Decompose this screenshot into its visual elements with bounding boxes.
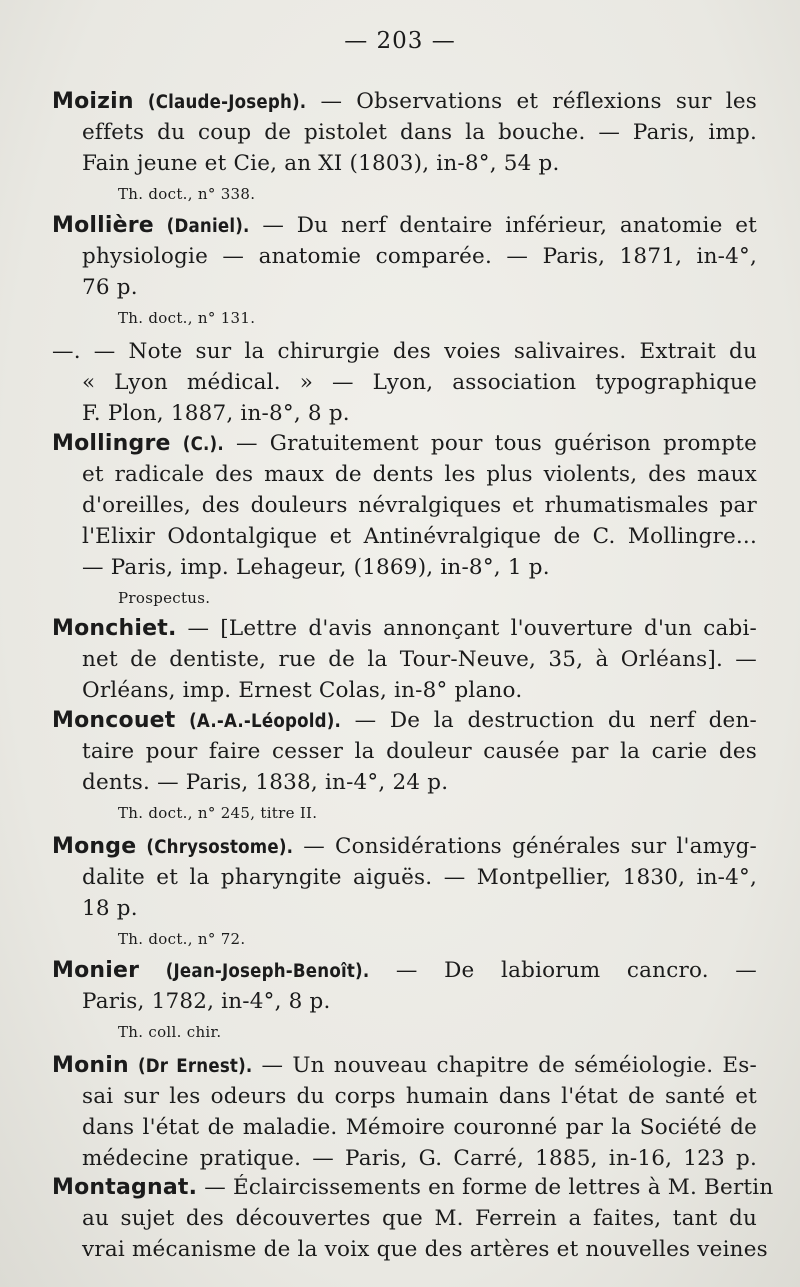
entry-line: Orléans, imp. Ernest Colas, in-8° plano.	[82, 678, 523, 703]
bibliography-entry	[52, 428, 757, 613]
bibliography-entry	[52, 1172, 774, 1265]
entry-first-line	[52, 831, 757, 862]
entry-surname: Moizin	[52, 89, 134, 114]
entry-note: Th. coll. chir.	[118, 1023, 222, 1041]
entry-surname: Mollingre	[52, 431, 171, 456]
bibliography-entry	[52, 86, 757, 209]
entry-line: 18 p.	[82, 896, 138, 921]
entry-text: — Considérations générales sur l'amyg-	[293, 834, 757, 859]
entry-first-line	[52, 336, 757, 367]
entry-line: Paris, 1782, in-4°, 8 p.	[82, 989, 331, 1014]
entry-surname: Monin	[52, 1053, 129, 1078]
entry-first-line	[52, 1172, 774, 1203]
entry-line: Fain jeune et Cie, an XI (1803), in-8°, 54 p.	[82, 151, 560, 176]
entry-first-line	[52, 955, 757, 986]
entry-surname: Mollière	[52, 213, 154, 238]
entry-line: 76 p.	[82, 275, 138, 300]
entry-text: — Un nouveau chapitre de séméiologie. Es-	[252, 1053, 757, 1078]
entry-line: — Paris, imp. Lehageur, (1869), in-8°, 1 p.	[82, 555, 550, 580]
entry-note: Th. doct., n° 72.	[118, 930, 246, 948]
bibliography-entry	[52, 955, 757, 1047]
bibliography-entry	[52, 1050, 757, 1174]
entry-surname: Montagnat.	[52, 1175, 198, 1200]
entry-line: net de dentiste, rue de la Tour-Neuve, 35, à Orléans]. —	[82, 647, 757, 672]
entry-text: — Éclaircissements en forme de lettres à M. Bertin	[197, 1175, 774, 1200]
entry-text: — Du nerf dentaire inférieur, anatomie et	[249, 213, 757, 238]
entry-given-name: (Jean-Joseph-Benoît).	[165, 961, 370, 982]
entry-line: « Lyon médical. » — Lyon, association typographique	[82, 370, 757, 395]
entry-first-line	[52, 705, 757, 736]
entry-line: taire pour faire cesser la douleur causée par la carie des	[82, 739, 757, 764]
entry-surname: —.	[52, 339, 81, 364]
entry-given-name: (Chrysostome).	[146, 837, 294, 858]
entry-surname: Moncouet	[52, 708, 176, 733]
entry-text: — [Lettre d'avis annonçant l'ouverture d'un cabi-	[176, 616, 757, 641]
entry-text: — De labiorum cancro. —	[369, 958, 757, 983]
entry-given-name: (Claude-Joseph).	[147, 92, 307, 113]
entry-note: Th. doct., n° 245, titre II.	[118, 804, 318, 822]
bibliography-entry	[52, 705, 757, 828]
entry-line: l'Elixir Odontalgique et Antinévralgique de C. Mollingre...	[82, 524, 757, 549]
entry-line: au sujet des découvertes que M. Ferrein a faites, tant du	[82, 1206, 757, 1231]
entry-given-name: (Daniel).	[166, 216, 250, 237]
entry-first-line	[52, 86, 757, 117]
entry-surname: Monier	[52, 958, 140, 983]
entry-line: dans l'état de maladie. Mémoire couronné par la Société de	[82, 1115, 757, 1140]
entry-surname: Monge	[52, 834, 137, 859]
entry-note: Th. doct., n° 338.	[118, 185, 256, 203]
bibliography-entry	[52, 210, 757, 333]
entry-line: dalite et la pharyngite aiguës. — Montpellier, 1830, in-4°,	[82, 865, 757, 890]
entry-line: et radicale des maux de dents les plus violents, des maux	[82, 462, 757, 487]
entry-line: sai sur les odeurs du corps humain dans l'état de santé et	[82, 1084, 757, 1109]
entry-text: — Observations et réflexions sur les	[306, 89, 757, 114]
entry-line: physiologie — anatomie comparée. — Paris, 1871, in-4°,	[82, 244, 757, 269]
bibliography-entry	[52, 831, 757, 954]
page-number: — 203 —	[344, 28, 456, 54]
entry-given-name: (Dr Ernest).	[137, 1056, 253, 1077]
entry-first-line	[52, 613, 757, 644]
entry-text: — De la destruction du nerf den-	[341, 708, 757, 733]
entry-note: Prospectus.	[118, 589, 211, 607]
entry-first-line	[52, 428, 757, 459]
entry-note: Th. doct., n° 131.	[118, 309, 256, 327]
entry-line: effets du coup de pistolet dans la bouche. — Paris, imp.	[82, 120, 757, 145]
entry-given-name: (C.).	[182, 434, 224, 455]
bibliography-entry	[52, 336, 757, 429]
entry-surname: Monchiet.	[52, 616, 177, 641]
entry-text: — Gratuitement pour tous guérison prompte	[223, 431, 757, 456]
entry-line: médecine pratique. — Paris, G. Carré, 1885, in-16, 123 p.	[82, 1146, 757, 1171]
entry-line: F. Plon, 1887, in-8°, 8 p.	[82, 401, 350, 426]
entry-first-line	[52, 1050, 757, 1081]
entry-given-name: (A.-A.-Léopold).	[189, 711, 342, 732]
entry-line: vrai mécanisme de la voix que des artères et nouvelles veines	[82, 1237, 768, 1262]
entry-text: — Note sur la chirurgie des voies salivaires. Extrait du	[80, 339, 757, 364]
entry-line: dents. — Paris, 1838, in-4°, 24 p.	[82, 770, 449, 795]
entry-first-line	[52, 210, 757, 241]
bibliography-entry	[52, 613, 757, 706]
entry-line: d'oreilles, des douleurs névralgiques et rhumatismales par	[82, 493, 757, 518]
